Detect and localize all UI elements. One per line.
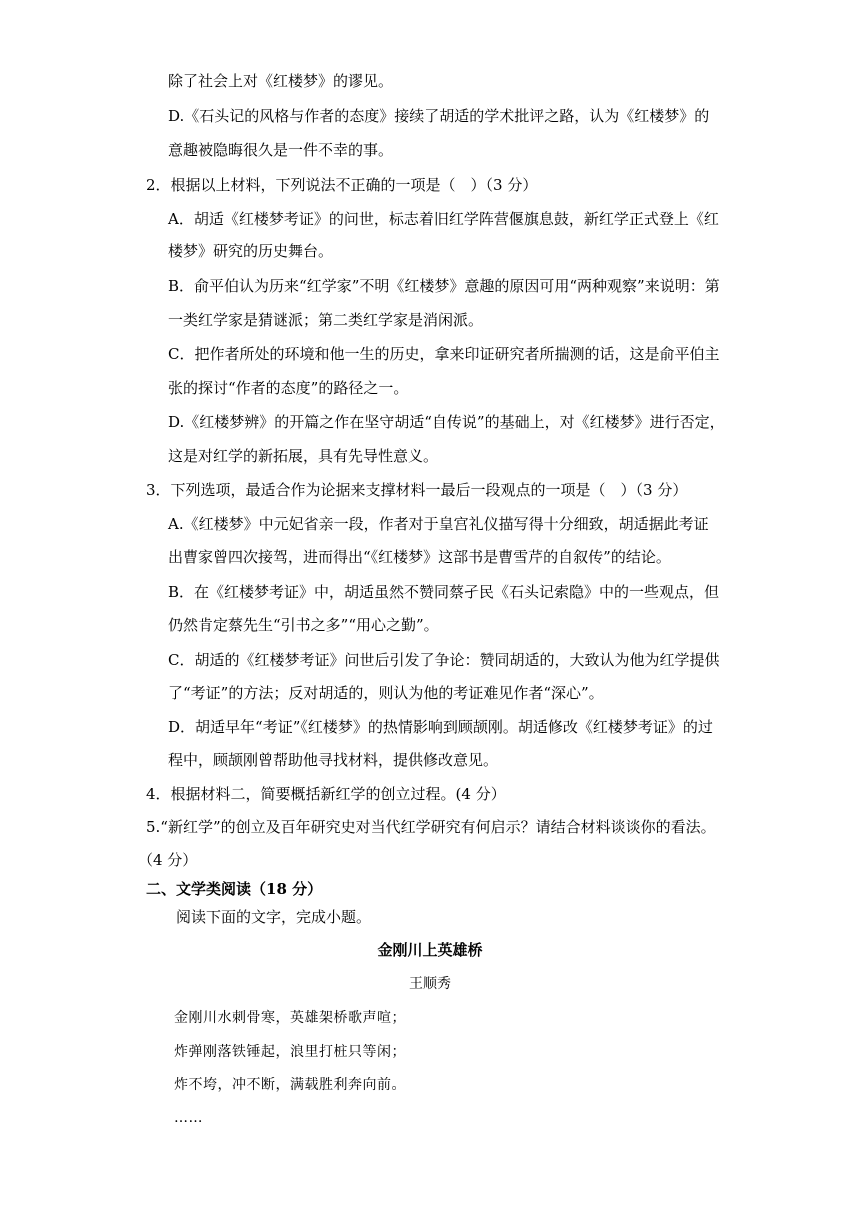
poem-line: 炸弹刚落铁锤起，浪里打桩只等闲； — [174, 1044, 406, 1060]
q3-option-d: D．胡适早年“考证”《红楼梦》的热情影响到顾颉刚。胡适修改《红楼梦考证》的过 — [168, 718, 713, 736]
option-c-continued: 除了社会上对《红楼梦》的谬见。 — [168, 72, 394, 90]
q2-option-b-continued: 一类红学家是猜谜派；第二类红学家是消闲派。 — [168, 311, 484, 329]
q3-option-a: A.《红楼梦》中元妃省亲一段，作者对于皇宫礼仪描写得十分细致，胡适据此考证 — [168, 515, 709, 533]
q2-option-a: A．胡适《红楼梦考证》的问世，标志着旧红学阵营偃旗息鼓，新红学正式登上《红 — [168, 210, 719, 228]
question-5-score: （4 分） — [138, 851, 198, 869]
reading-instruction: 阅读下面的文字，完成小题。 — [176, 908, 372, 926]
poem-line: 炸不垮，冲不断，满载胜利奔向前。 — [174, 1077, 406, 1093]
q3-option-b: B．在《红楼梦考证》中，胡适虽然不赞同蔡孑民《石头记索隐》中的一些观点，但 — [168, 583, 720, 601]
q3-option-b-continued: 仍然肯定蔡先生“引书之多”“用心之勤”。 — [168, 616, 439, 634]
question-4: 4．根据材料二，简要概括新红学的创立过程。(4 分） — [146, 785, 506, 803]
poem-line: 金刚川水刺骨寒，英雄架桥歌声喧； — [174, 1010, 406, 1026]
q2-option-d: D.《红楼梦辨》的开篇之作在坚守胡适“自传说”的基础上，对《红楼梦》进行否定， — [168, 413, 725, 431]
question-3: 3．下列选项，最适合作为论据来支撑材料一最后一段观点的一项是（ ）（3 分） — [146, 481, 688, 499]
q3-option-a-continued: 出曹家曾四次接驾，进而得出“《红楼梦》这部书是曹雪芹的自叙传”的结论。 — [168, 548, 671, 566]
section-heading: 二、文学类阅读（18 分） — [146, 880, 323, 898]
q2-option-c-continued: 张的探讨“作者的态度”的路径之一。 — [168, 379, 409, 397]
option-d: D.《石头记的风格与作者的态度》接续了胡适的学术批评之路，认为《红楼梦》的 — [168, 107, 710, 125]
q2-option-d-continued: 这是对红学的新拓展，具有先导性意义。 — [168, 447, 439, 465]
question-5: 5.“新红学”的创立及百年研究史对当代红学研究有何启示？请结合材料谈谈你的看法。 — [146, 818, 716, 836]
q3-option-c-continued: 了“考证”的方法；反对胡适的，则认为他的考证难见作者“深心”。 — [168, 684, 604, 702]
poem-author: 王顺秀 — [409, 976, 451, 992]
poem-ellipsis: …… — [174, 1110, 203, 1126]
q3-option-d-continued: 程中，顾颉刚曾帮助他寻找材料，提供修改意见。 — [168, 751, 499, 769]
q3-option-c: C．胡适的《红楼梦考证》问世后引发了争论：赞同胡适的，大致认为他为红学提供 — [168, 651, 720, 669]
q2-option-c: C．把作者所处的环境和他一生的历史，拿来印证研究者所揣测的话，这是俞平伯主 — [168, 345, 720, 363]
q2-option-a-continued: 楼梦》研究的历史舞台。 — [168, 242, 334, 260]
q2-option-b: B．俞平伯认为历来“红学家”不明《红楼梦》意趣的原因可用“两种观察”来说明：第 — [168, 277, 720, 295]
poem-title: 金刚川上英雄桥 — [377, 941, 483, 959]
option-d-continued: 意趣被隐晦很久是一件不幸的事。 — [168, 141, 394, 159]
question-2: 2．根据以上材料，下列说法不正确的一项是（ ）（3 分） — [146, 176, 538, 194]
